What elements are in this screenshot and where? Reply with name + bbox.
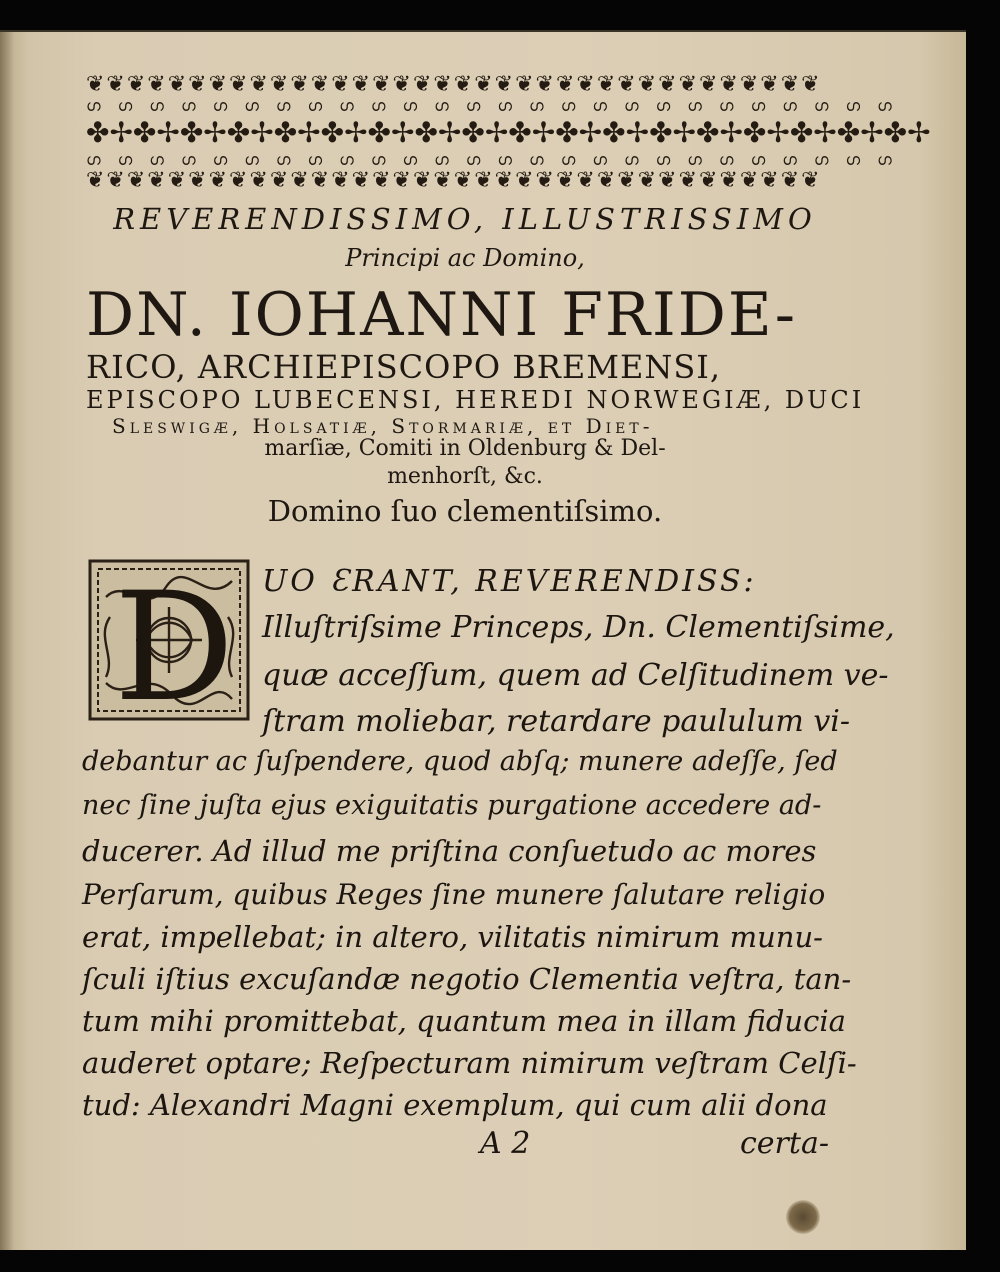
dedication-line-1: REVERENDISSIMO, ILLUSTRISSIMO [113,202,817,236]
text-line: auderet optare; Reſpecturam nimirum veſtram Celſi- [82,1046,857,1080]
dedication-name-line: DN. IOHANNI FRIDE- [86,280,798,350]
dedication-line-6: Sleswigæ, Holsatiæ, Stormariæ, et Diet- [112,414,654,438]
signature-mark: A 2 [480,1126,531,1161]
text-line: quæ acceſſum, quem ad Celſitudinem ve- [262,658,889,693]
text-line: Illuſtriſsime Princeps, Dn. Clementiſsime, [262,610,895,645]
dedication-line-4: RICO, ARCHIEPISCOPO BREMENSI, [86,348,722,386]
text-line: nec ſine juſta ejus exiguitatis purgatione accedere ad- [82,790,822,821]
text-line: erat, impellebat; in altero, vilitatis nimirum munu- [82,920,823,954]
book-page [0,30,966,1250]
text-line: ſculi iſtius excuſandæ negotio Clementia veſtra, tan- [82,962,852,996]
ornament-row: ❦❦❦❦❦❦❦❦❦❦❦❦❦❦❦❦❦❦❦❦❦❦❦❦❦❦❦❦❦❦❦❦❦❦❦❦ [86,72,822,97]
text-line: UO ƐRANT, REVERENDISS: [262,564,757,599]
text-line: tum mihi promittebat, quantum mea in illam fiducia [82,1004,846,1038]
text-line: debantur ac ſuſpendere, quod abſq; munere adeſſe, ſed [82,746,838,777]
ornament-row: ഗ ഗ ഗ ഗ ഗ ഗ ഗ ഗ ഗ ഗ ഗ ഗ ഗ ഗ ഗ ഗ ഗ ഗ ഗ ഗ ഗ ഗ ഗ ഗ ഗ ഗ [86,150,898,169]
paper-stain [786,1200,820,1234]
text-line: ſtram moliebar, retardare paululum vi- [262,704,851,739]
dedication-line-8: menhorſt, &c. [387,464,543,489]
dedication-line-2: Principi ac Domino, [345,244,585,272]
dedication-line-7: marſiæ, Comiti in Oldenburg & Del- [264,436,666,461]
text-line: Perſarum, quibus Reges ſine munere ſalutare religio [82,878,826,911]
ornamental-headpiece [86,72,931,193]
dedication-closing: Domino ſuo clementiſsimo. [267,494,663,528]
ornament-row: ❦❦❦❦❦❦❦❦❦❦❦❦❦❦❦❦❦❦❦❦❦❦❦❦❦❦❦❦❦❦❦❦❦❦❦❦ [86,168,822,193]
catchword: certa- [740,1126,829,1161]
decorated-initial-d [86,557,252,735]
ornament-row: ✤✢✤✢✤✢✤✢✤✢✤✢✤✢✤✢✤✢✤✢✤✢✤✢✤✢✤✢✤✢✤✢✤✢✤✢ [86,116,931,149]
dedication-line-5: EPISCOPO LUBECENSI, HEREDI NORWEGIÆ, DUCI [86,386,865,414]
text-line: ducerer. Ad illud me priſtina conſuetudo ac mores [82,834,817,868]
initial-letter: D [114,561,235,735]
text-line: tud: Alexandri Magni exemplum, qui cum alii dona [82,1088,828,1122]
ornament-row: ഗ ഗ ഗ ഗ ഗ ഗ ഗ ഗ ഗ ഗ ഗ ഗ ഗ ഗ ഗ ഗ ഗ ഗ ഗ ഗ ഗ ഗ ഗ ഗ ഗ ഗ [86,96,898,115]
